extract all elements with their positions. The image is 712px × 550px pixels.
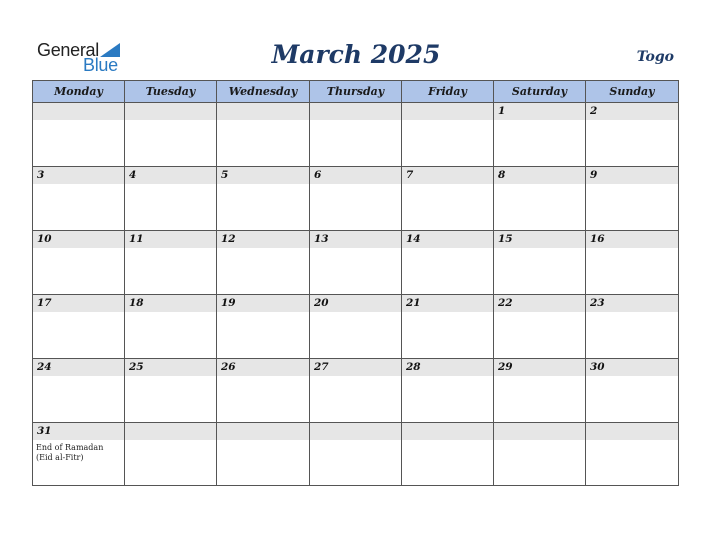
holiday-note <box>33 120 124 123</box>
week-row <box>33 103 679 167</box>
day-number: 16 <box>586 231 678 248</box>
day-cell[interactable] <box>217 103 310 167</box>
day-number: 9 <box>586 167 678 184</box>
week-row <box>33 295 679 359</box>
day-number: 15 <box>494 231 585 248</box>
day-number: 28 <box>402 359 493 376</box>
day-cell[interactable] <box>217 167 310 231</box>
holiday-note <box>217 440 309 443</box>
day-number <box>310 103 401 120</box>
day-cell[interactable] <box>402 423 494 486</box>
day-number: 24 <box>33 359 124 376</box>
day-cell[interactable] <box>33 423 125 486</box>
weekday-header: Tuesday <box>125 81 217 103</box>
holiday-note <box>125 376 216 379</box>
weekday-header-row <box>33 81 679 103</box>
day-number: 29 <box>494 359 585 376</box>
weekday-header: Sunday <box>586 81 679 103</box>
day-number: 31 <box>33 423 124 440</box>
holiday-note <box>586 312 678 315</box>
holiday-note <box>494 440 585 443</box>
day-number <box>125 103 216 120</box>
day-number: 8 <box>494 167 585 184</box>
day-number <box>217 423 309 440</box>
day-number <box>586 423 678 440</box>
day-number <box>310 423 401 440</box>
holiday-note <box>125 440 216 443</box>
day-number <box>33 103 124 120</box>
logo-text-blue: Blue <box>83 55 118 75</box>
holiday-note <box>586 120 678 123</box>
weekday-header: Thursday <box>310 81 402 103</box>
day-cell[interactable] <box>310 295 402 359</box>
holiday-note <box>494 376 585 379</box>
day-number: 10 <box>33 231 124 248</box>
day-number: 6 <box>310 167 401 184</box>
day-number: 26 <box>217 359 309 376</box>
holiday-note <box>310 440 401 443</box>
day-number: 11 <box>125 231 216 248</box>
holiday-note <box>586 184 678 187</box>
calendar-grid <box>32 80 679 486</box>
day-cell[interactable] <box>217 423 310 486</box>
day-cell[interactable] <box>33 295 125 359</box>
holiday-note <box>310 184 401 187</box>
day-number: 27 <box>310 359 401 376</box>
day-cell[interactable] <box>310 231 402 295</box>
day-cell[interactable] <box>402 359 494 423</box>
day-cell[interactable] <box>125 231 217 295</box>
country-label: Togo <box>636 49 674 65</box>
day-cell[interactable] <box>402 103 494 167</box>
holiday-note <box>310 120 401 123</box>
day-number: 22 <box>494 295 585 312</box>
day-cell[interactable] <box>494 359 586 423</box>
day-number: 1 <box>494 103 585 120</box>
holiday-note <box>310 248 401 251</box>
calendar-title: March 2025 <box>271 40 441 69</box>
holiday-note <box>402 376 493 379</box>
day-cell[interactable] <box>586 423 679 486</box>
day-cell[interactable] <box>402 167 494 231</box>
day-number: 3 <box>33 167 124 184</box>
holiday-note <box>125 312 216 315</box>
week-row <box>33 359 679 423</box>
day-number: 14 <box>402 231 493 248</box>
day-number: 20 <box>310 295 401 312</box>
day-cell[interactable] <box>494 423 586 486</box>
week-row <box>33 423 679 486</box>
day-number <box>402 103 493 120</box>
holiday-note <box>125 248 216 251</box>
day-cell[interactable] <box>125 103 217 167</box>
day-cell[interactable] <box>586 103 679 167</box>
holiday-note <box>125 120 216 123</box>
day-number: 25 <box>125 359 216 376</box>
day-number: 19 <box>217 295 309 312</box>
holiday-note <box>494 120 585 123</box>
holiday-note <box>402 184 493 187</box>
day-cell[interactable] <box>217 295 310 359</box>
day-cell[interactable] <box>125 423 217 486</box>
day-cell[interactable] <box>310 359 402 423</box>
day-number: 7 <box>402 167 493 184</box>
day-cell[interactable] <box>125 359 217 423</box>
holiday-note <box>586 376 678 379</box>
holiday-note <box>402 440 493 443</box>
day-cell[interactable] <box>33 231 125 295</box>
day-number: 17 <box>33 295 124 312</box>
holiday-note <box>33 248 124 251</box>
day-cell[interactable] <box>402 295 494 359</box>
day-number <box>494 423 585 440</box>
holiday-note <box>310 376 401 379</box>
holiday-note <box>494 184 585 187</box>
day-number: 2 <box>586 103 678 120</box>
day-cell[interactable] <box>33 103 125 167</box>
logo-text-general: General <box>37 40 99 60</box>
weekday-header: Monday <box>33 81 125 103</box>
day-cell[interactable] <box>33 167 125 231</box>
holiday-note <box>402 248 493 251</box>
weekday-header: Friday <box>402 81 494 103</box>
holiday-note <box>217 376 309 379</box>
day-number: 21 <box>402 295 493 312</box>
holiday-note <box>494 248 585 251</box>
holiday-note <box>33 376 124 379</box>
day-number: 4 <box>125 167 216 184</box>
day-cell[interactable] <box>402 231 494 295</box>
day-cell[interactable] <box>586 167 679 231</box>
day-cell[interactable] <box>217 231 310 295</box>
day-cell[interactable] <box>586 295 679 359</box>
week-row <box>33 167 679 231</box>
day-number <box>125 423 216 440</box>
day-number: 12 <box>217 231 309 248</box>
holiday-note <box>33 184 124 187</box>
holiday-note <box>217 312 309 315</box>
day-number: 13 <box>310 231 401 248</box>
day-cell[interactable] <box>310 423 402 486</box>
weekday-header: Wednesday <box>217 81 310 103</box>
day-cell[interactable] <box>494 295 586 359</box>
day-cell[interactable] <box>586 231 679 295</box>
day-cell[interactable] <box>125 295 217 359</box>
holiday-note <box>402 312 493 315</box>
holiday-note <box>494 312 585 315</box>
day-cell[interactable] <box>494 167 586 231</box>
holiday-note <box>33 312 124 315</box>
day-cell[interactable] <box>310 167 402 231</box>
day-cell[interactable] <box>494 231 586 295</box>
day-cell[interactable] <box>125 167 217 231</box>
holiday-note <box>125 184 216 187</box>
weekday-header: Saturday <box>494 81 586 103</box>
day-cell[interactable] <box>494 103 586 167</box>
holiday-note <box>217 120 309 123</box>
holiday-note <box>586 248 678 251</box>
day-number <box>402 423 493 440</box>
day-number: 30 <box>586 359 678 376</box>
holiday-note <box>586 440 678 443</box>
holiday-note <box>217 248 309 251</box>
holiday-note <box>310 312 401 315</box>
holiday-note <box>217 184 309 187</box>
day-cell[interactable] <box>310 103 402 167</box>
day-cell[interactable] <box>586 359 679 423</box>
day-cell[interactable] <box>217 359 310 423</box>
holiday-note <box>402 120 493 123</box>
day-number <box>217 103 309 120</box>
week-row <box>33 231 679 295</box>
day-number: 23 <box>586 295 678 312</box>
day-number: 5 <box>217 167 309 184</box>
holiday-note: End of Ramadan (Eid al-Fitr) <box>36 443 104 462</box>
day-cell[interactable] <box>33 359 125 423</box>
day-number: 18 <box>125 295 216 312</box>
